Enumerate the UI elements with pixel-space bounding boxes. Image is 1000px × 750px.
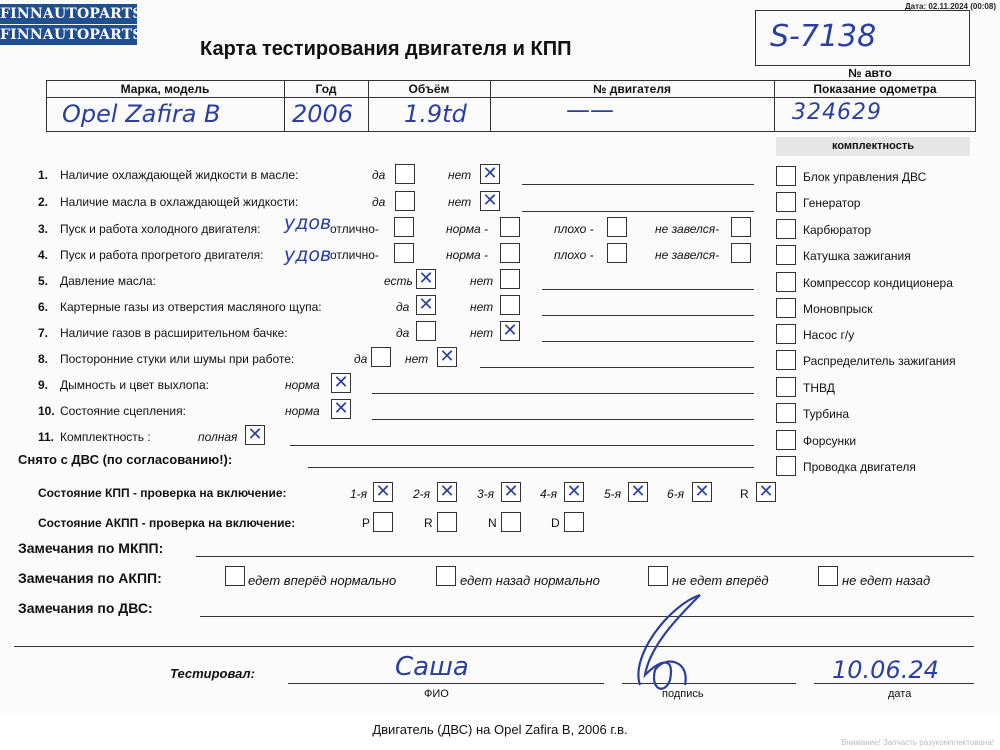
q1-no-checkbox[interactable] xyxy=(480,164,500,184)
kit-label-mono-injection: Моновпрыск xyxy=(803,302,873,316)
kpp-check-label: Состояние КПП - проверка на включение: xyxy=(38,486,287,500)
q7-yes-label: да xyxy=(396,326,410,340)
q3-not-started-label: не завелся- xyxy=(655,222,720,236)
q9-normal-checkbox[interactable] xyxy=(331,373,351,393)
q2-yes-checkbox[interactable] xyxy=(395,191,415,211)
question-9: 9. Дымность и цвет выхлопа: xyxy=(38,378,209,392)
kit-label-generator: Генератор xyxy=(803,196,861,210)
q4-normal-label: норма - xyxy=(446,248,489,262)
gear-1-label: 1-я xyxy=(350,487,368,501)
check-mark-icon: ✕ xyxy=(566,481,582,502)
akpp-no-backward-label: не едет назад xyxy=(842,573,931,588)
akpp-check-label: Состояние АКПП - проверка на включение: xyxy=(38,516,296,530)
question-5: 5. Давление масла: xyxy=(38,274,156,288)
akpp-d-label: D xyxy=(551,516,560,530)
kit-checkbox-generator[interactable] xyxy=(776,192,796,212)
check-mark-icon: ✕ xyxy=(333,372,349,393)
kit-label-wiring: Проводка двигателя xyxy=(803,460,916,474)
akpp-p-label: P xyxy=(362,516,371,530)
fio-label: ФИО xyxy=(424,688,449,700)
q8-yes-checkbox[interactable] xyxy=(371,347,391,367)
logo-finnautoparts-second: FINNAUTOPARTS xyxy=(0,27,143,43)
akpp-n-label: N xyxy=(488,516,497,530)
gear-2-checkbox[interactable] xyxy=(437,482,457,502)
q6-yes-label: да xyxy=(396,300,410,314)
q5-present-checkbox[interactable] xyxy=(416,269,436,289)
year-header: Год xyxy=(315,82,337,96)
odometer-header: Показание одометра xyxy=(813,82,937,96)
check-mark-icon: ✕ xyxy=(758,481,774,502)
q6-no-checkbox[interactable] xyxy=(500,295,520,315)
kit-checkbox-ecu[interactable] xyxy=(776,166,796,186)
akpp-no-forward-label: не едет вперёд xyxy=(672,573,769,588)
q8-no-checkbox[interactable] xyxy=(437,347,457,367)
gear-r-checkbox[interactable] xyxy=(756,482,776,502)
question-10: 10. Состояние сцепления: xyxy=(38,404,186,418)
signature-scribble xyxy=(610,585,720,705)
check-mark-icon: ✕ xyxy=(482,163,498,184)
q3-not-started-checkbox[interactable] xyxy=(731,217,751,237)
akpp-r-label: R xyxy=(424,516,433,530)
removed-label: Снято с ДВС (по согласованию!): xyxy=(18,452,233,467)
kit-label-ps-pump: Насос г/у xyxy=(803,328,855,342)
question-2: 2. Наличие масла в охлаждающей жидкости: xyxy=(38,195,299,209)
q4-excellent-label: отлично- xyxy=(330,248,379,262)
date-label: дата xyxy=(888,688,912,700)
akpp-r-checkbox[interactable] xyxy=(437,512,457,532)
gear-r-label: R xyxy=(740,487,749,501)
q3-excellent-label: отлично- xyxy=(330,222,379,236)
odometer-value: 324629 xyxy=(792,100,882,125)
brand-model-value: Opel Zafira B xyxy=(62,100,221,128)
gear-5-label: 5-я xyxy=(604,487,622,501)
tested-by-label: Тестировал: xyxy=(170,666,255,681)
question-4: 4. Пуск и работа прогретого двигателя: xyxy=(38,248,264,262)
akpp-forward-ok-checkbox[interactable] xyxy=(225,566,245,586)
q1-yes-checkbox[interactable] xyxy=(395,164,415,184)
watermark-note: Внимание! Запчасть разукомплектована! xyxy=(841,738,994,747)
q9-normal-label: норма xyxy=(285,378,320,392)
engine-number-header: № двигателя xyxy=(593,82,671,96)
kit-label-distributor: Распределитель зажигания xyxy=(803,354,956,368)
gear-6-label: 6-я xyxy=(667,487,685,501)
check-mark-icon: ✕ xyxy=(439,346,455,367)
gear-4-checkbox[interactable] xyxy=(564,482,584,502)
check-mark-icon: ✕ xyxy=(333,398,349,419)
akpp-no-backward-checkbox[interactable] xyxy=(818,566,838,586)
gear-1-checkbox[interactable] xyxy=(373,482,393,502)
akpp-no-forward-checkbox[interactable] xyxy=(648,566,668,586)
q5-present-label: есть xyxy=(384,274,413,288)
gear-6-checkbox[interactable] xyxy=(692,482,712,502)
q11-full-checkbox[interactable] xyxy=(245,425,265,445)
kit-checkbox-injectors[interactable] xyxy=(776,430,796,450)
kit-label-ecu: Блок управления ДВС xyxy=(803,170,927,184)
q10-normal-checkbox[interactable] xyxy=(331,399,351,419)
kit-checkbox-wiring[interactable] xyxy=(776,456,796,476)
gear-3-label: 3-я xyxy=(477,487,495,501)
page-title: Карта тестирования двигателя и КПП xyxy=(200,38,572,60)
date-stamp: Дата: 02.11.2024 (00:08) xyxy=(904,2,996,11)
question-7: 7. Наличие газов в расширительном бачке: xyxy=(38,326,288,340)
year-value: 2006 xyxy=(292,100,354,128)
check-mark-icon: ✕ xyxy=(482,190,498,211)
kit-label-injectors: Форсунки xyxy=(803,434,857,448)
volume-value: 1.9td xyxy=(404,100,467,128)
check-mark-icon: ✕ xyxy=(502,320,518,341)
question-1: 1. Наличие охлаждающей жидкости в масле: xyxy=(38,168,299,182)
check-mark-icon: ✕ xyxy=(247,424,263,445)
kit-checkbox-ac-compressor[interactable] xyxy=(776,272,796,292)
q3-bad-checkbox[interactable] xyxy=(607,217,627,237)
check-mark-icon: ✕ xyxy=(418,294,434,315)
q6-yes-checkbox[interactable] xyxy=(416,295,436,315)
q11-full-label: полная xyxy=(198,430,238,444)
q7-no-checkbox[interactable] xyxy=(500,321,520,341)
q5-no-label: нет xyxy=(470,274,494,288)
test-date-handwritten: 10.06.24 xyxy=(832,656,939,684)
kit-label-injection-pump: ТНВД xyxy=(803,381,835,395)
kit-checkbox-ignition-coil[interactable] xyxy=(776,245,796,265)
gear-3-checkbox[interactable] xyxy=(501,482,521,502)
q7-yes-checkbox[interactable] xyxy=(416,321,436,341)
gear-5-checkbox[interactable] xyxy=(628,482,648,502)
akpp-n-checkbox[interactable] xyxy=(501,512,521,532)
q8-no-label: нет xyxy=(405,352,429,366)
q5-no-checkbox[interactable] xyxy=(500,269,520,289)
plate-number-handwritten: S-7138 xyxy=(755,10,970,66)
q4-bad-checkbox[interactable] xyxy=(607,243,627,263)
q1-yes-label: да xyxy=(372,168,386,182)
logo-finnautoparts: FINNAUTOPARTS xyxy=(0,6,143,22)
gear-4-label: 4-я xyxy=(540,487,558,501)
kit-header: комплектность xyxy=(831,140,915,152)
akpp-forward-ok-label: едет вперёд нормально xyxy=(248,573,397,588)
tester-name-handwritten: Саша xyxy=(395,652,469,682)
kit-label-ignition-coil: Катушка зажигания xyxy=(803,249,911,263)
q7-no-label: нет xyxy=(470,326,494,340)
kit-checkbox-injection-pump[interactable] xyxy=(776,377,796,397)
q3-handwritten-udov: удов xyxy=(284,212,332,234)
q2-yes-label: да xyxy=(372,195,386,209)
kit-checkbox-carburetor[interactable] xyxy=(776,219,796,239)
akpp-d-checkbox[interactable] xyxy=(564,512,584,532)
kit-checkbox-turbo[interactable] xyxy=(776,403,796,423)
kit-checkbox-ps-pump[interactable] xyxy=(776,324,796,344)
akpp-p-checkbox[interactable] xyxy=(373,512,393,532)
kit-checkbox-mono-injection[interactable] xyxy=(776,298,796,318)
q1-no-label: нет xyxy=(448,168,472,182)
signature-label: подпись xyxy=(662,688,704,700)
volume-header: Объём xyxy=(408,82,450,96)
question-11: 11. Комплектность : xyxy=(38,430,151,444)
gear-2-label: 2-я xyxy=(413,487,431,501)
akpp-backward-ok-label: едет назад нормально xyxy=(460,573,600,588)
engine-number-value: —— xyxy=(566,96,614,124)
q3-normal-label: норма - xyxy=(446,222,489,236)
remarks-akpp-label: Замечания по АКПП: xyxy=(18,570,162,586)
question-3: 3. Пуск и работа холодного двигателя: xyxy=(38,222,261,236)
q4-handwritten-udov: удов xyxy=(284,244,332,266)
check-mark-icon: ✕ xyxy=(630,481,646,502)
q3-bad-label: плохо - xyxy=(554,222,594,236)
remarks-dvs-label: Замечания по ДВС: xyxy=(18,600,153,616)
kit-label-turbo: Турбина xyxy=(803,407,850,421)
check-mark-icon: ✕ xyxy=(503,481,519,502)
kit-checkbox-distributor[interactable] xyxy=(776,350,796,370)
q6-no-label: нет xyxy=(470,300,494,314)
q4-bad-label: плохо - xyxy=(554,248,594,262)
q3-normal-checkbox[interactable] xyxy=(500,217,520,237)
q3-excellent-checkbox[interactable] xyxy=(394,217,414,237)
check-mark-icon: ✕ xyxy=(418,268,434,289)
remarks-mkpp-label: Замечания по МКПП: xyxy=(18,540,164,556)
kit-label-ac-compressor: Компрессор кондиционера xyxy=(803,276,953,290)
brand-model-header: Марка, модель xyxy=(120,82,210,96)
check-mark-icon: ✕ xyxy=(439,481,455,502)
plate-label: № авто xyxy=(848,66,892,80)
q8-yes-label: да xyxy=(354,352,368,366)
akpp-backward-ok-checkbox[interactable] xyxy=(436,566,456,586)
q4-not-started-checkbox[interactable] xyxy=(731,243,751,263)
q4-not-started-label: не завелся- xyxy=(655,248,720,262)
question-8: 8. Посторонние стуки или шумы при работе: xyxy=(38,352,295,366)
kit-label-carburetor: Карбюратор xyxy=(803,223,872,237)
photo-caption: Двигатель (ДВС) на Opel Zafira B, 2006 г.в. xyxy=(372,722,628,737)
check-mark-icon: ✕ xyxy=(375,481,391,502)
q4-normal-checkbox[interactable] xyxy=(500,243,520,263)
question-6: 6. Картерные газы из отверстия масляного щупа: xyxy=(38,300,322,314)
q4-excellent-checkbox[interactable] xyxy=(394,243,414,263)
q2-no-label: нет xyxy=(448,195,472,209)
q2-no-checkbox[interactable] xyxy=(480,191,500,211)
q10-normal-label: норма xyxy=(285,404,320,418)
check-mark-icon: ✕ xyxy=(694,481,710,502)
